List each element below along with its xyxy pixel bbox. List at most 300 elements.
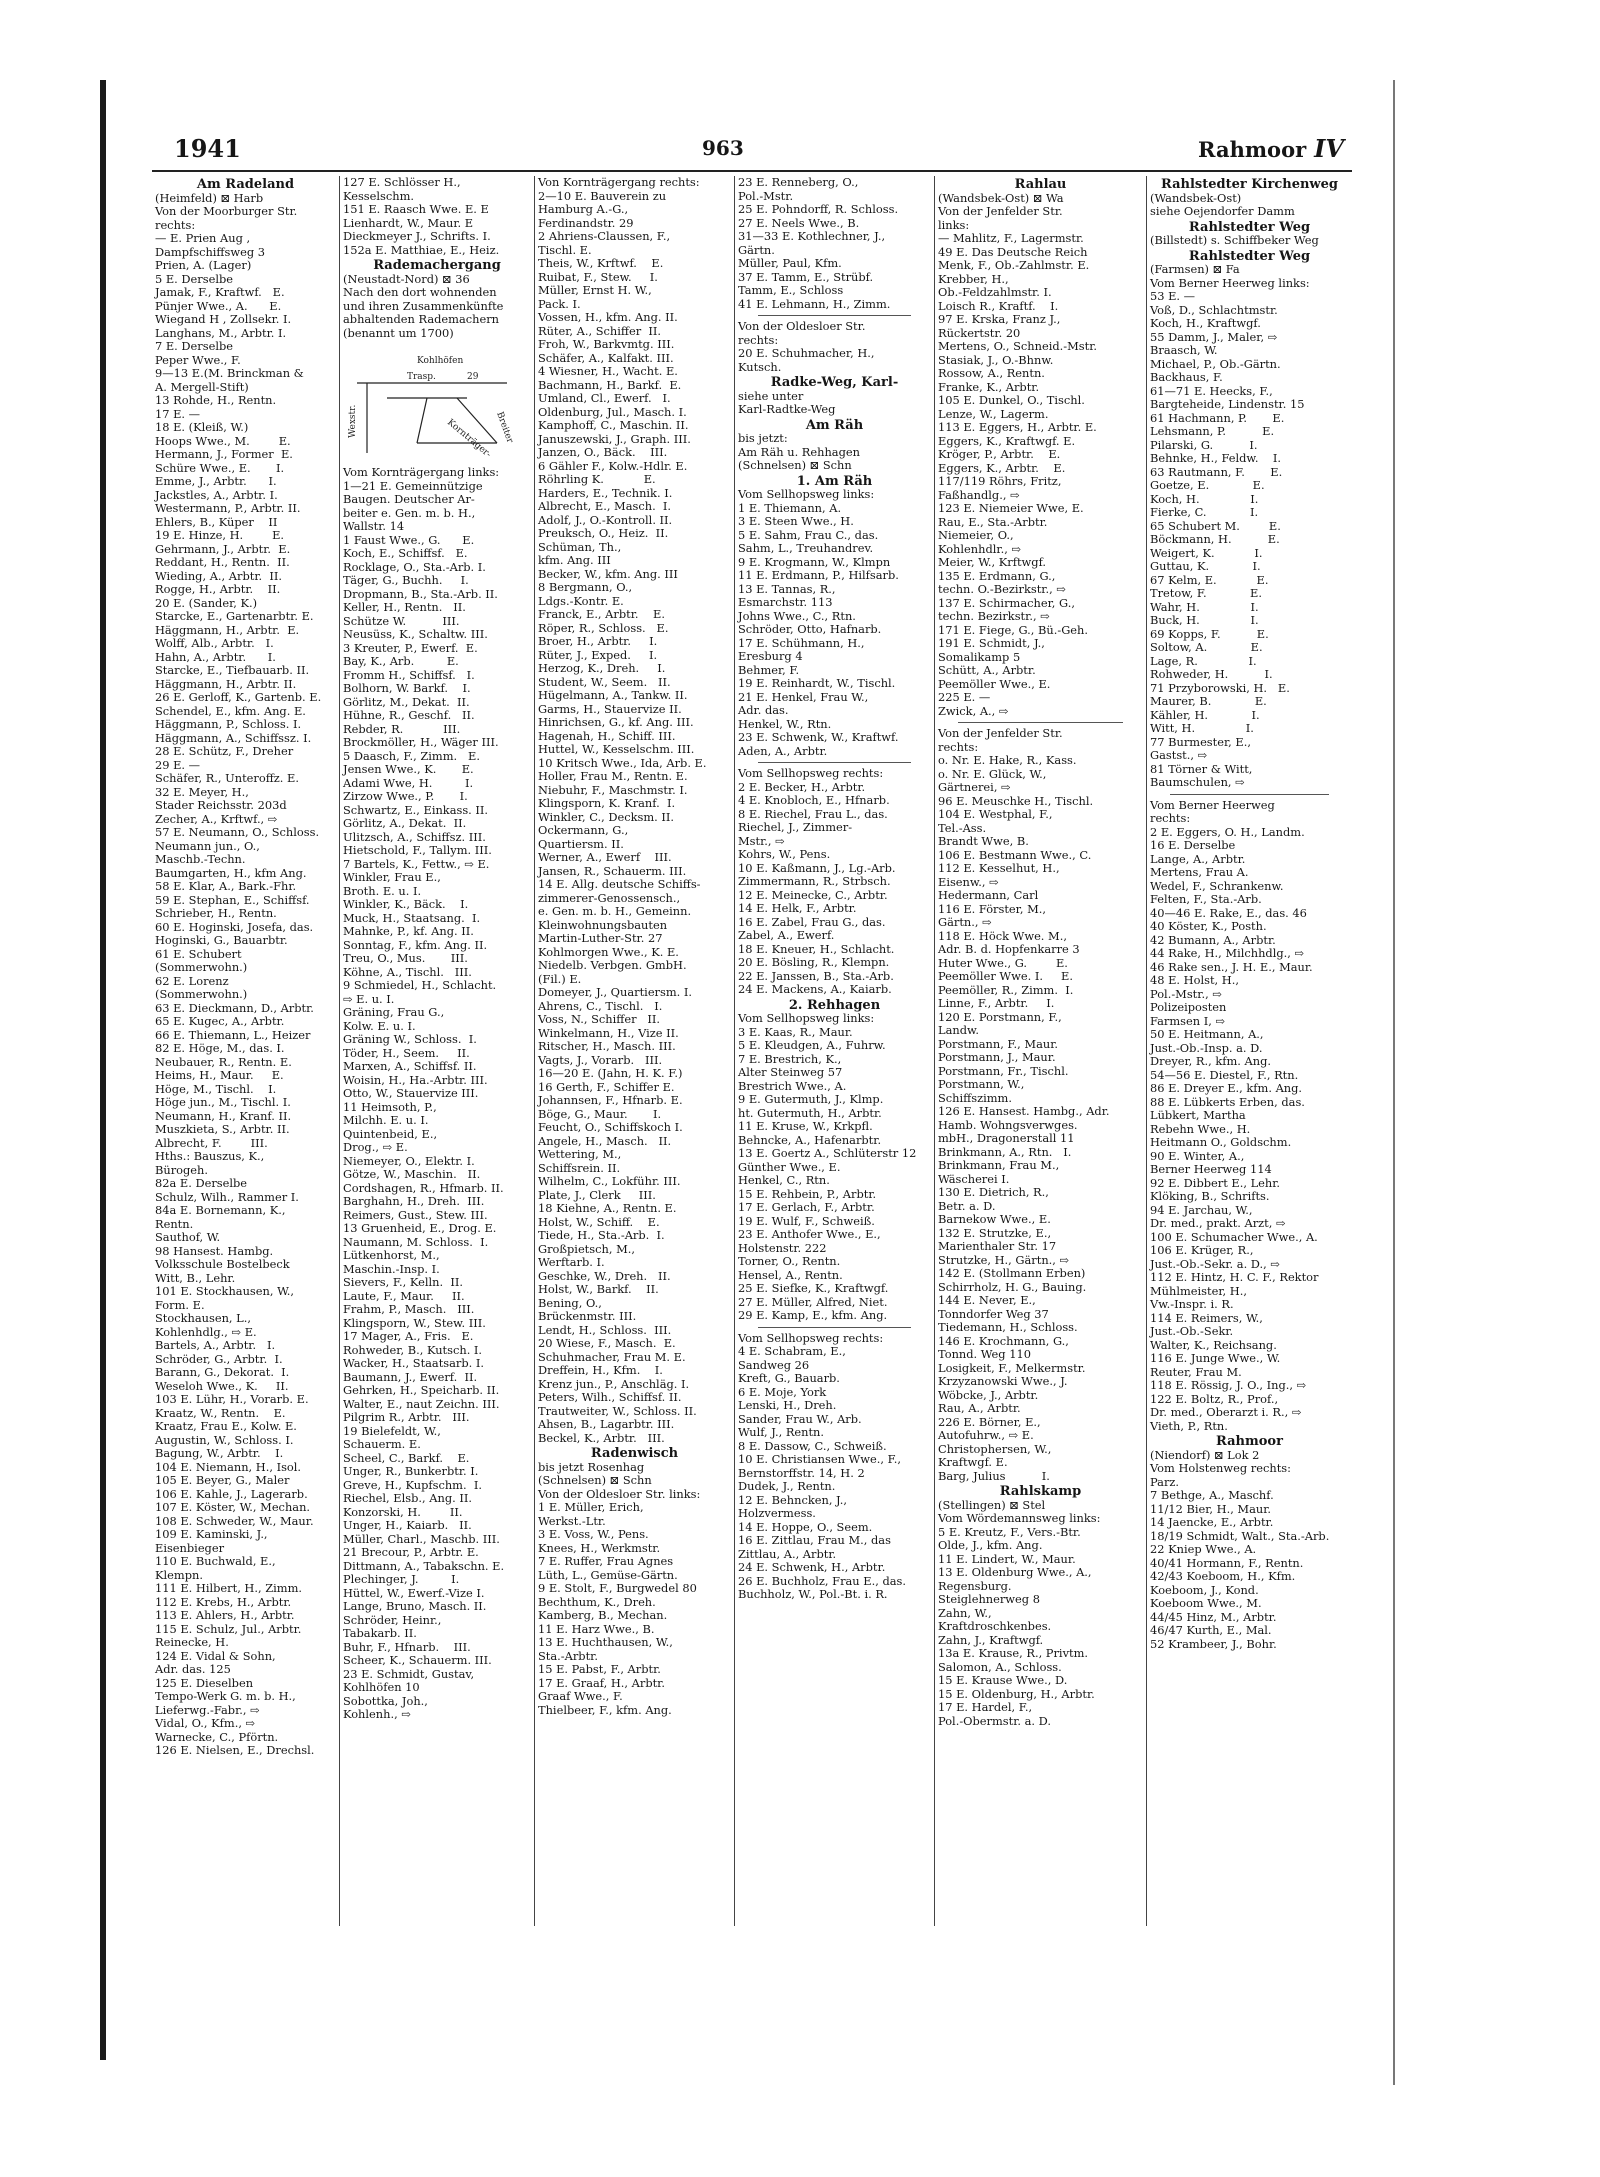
directory-entry: Plechinger, J. I. bbox=[343, 1572, 460, 1586]
directory-entry: Gärtn., ⇨ bbox=[938, 915, 992, 929]
directory-entry: Soltow, A. E. bbox=[1150, 640, 1263, 654]
directory-entry: Niebuhr, F., Maschmstr. I. bbox=[538, 782, 688, 797]
directory-entry: Kleinwohnungsbauten bbox=[538, 917, 668, 932]
street-heading: Rademachergang bbox=[373, 258, 501, 273]
directory-entry: Hügelmann, A., Tankw. II. bbox=[538, 688, 688, 702]
directory-entry: 32 E. Meyer, H., bbox=[155, 784, 249, 799]
directory-entry: Vw.-Inspr. i. R. bbox=[1150, 1297, 1234, 1311]
column-5 bbox=[935, 176, 1147, 1926]
directory-entry: Dittmann, A., Tabakschn. E. bbox=[343, 1558, 505, 1573]
directory-entry: Kolw. E. u. I. bbox=[343, 1018, 416, 1033]
directory-entry: mbH., Dragonerstall 11 bbox=[938, 1131, 1075, 1145]
directory-entry: 2 E. Eggers, O. H., Landm. bbox=[1150, 824, 1305, 839]
directory-entry: (Fil.) E. bbox=[538, 971, 582, 986]
directory-entry: 11/12 Bier, H., Maur. bbox=[1150, 1501, 1272, 1516]
directory-entry: 94 E. Jarchau, W., bbox=[1150, 1202, 1253, 1217]
directory-entry: 63 Rautmann, F. E. bbox=[1150, 464, 1283, 479]
directory-entry: 31—33 E. Kothlechner, J., bbox=[738, 229, 886, 243]
directory-entry: Buhr, F., Hfnarb. III. bbox=[343, 1639, 471, 1654]
directory-entry: Meier, W., Krftwgf. bbox=[938, 555, 1047, 569]
directory-entry: 122 E. Boltz, R., Prof., bbox=[1150, 1391, 1279, 1406]
column-6 bbox=[1147, 176, 1352, 1926]
directory-entry: Brandt Wwe, B. bbox=[938, 834, 1029, 848]
directory-entry: Werner, A., Ewerf III. bbox=[538, 850, 672, 864]
svg-text:Trasp.: Trasp. bbox=[407, 372, 436, 382]
directory-entry: 8 E. Dassow, C., Schweiß. bbox=[738, 1438, 887, 1453]
directory-entry: Neusüss, K., Schaltw. III. bbox=[343, 627, 488, 641]
directory-entry: Von der Jenfelder Str. bbox=[938, 204, 1063, 218]
directory-entry: Sander, Frau W., Arb. bbox=[738, 1411, 862, 1426]
directory-entry: Niedelb. Verbgen. GmbH. bbox=[538, 958, 687, 972]
directory-entry: 137 E. Schirmacher, G., bbox=[938, 595, 1075, 610]
directory-entry: Tamm, E., Schloss bbox=[738, 283, 844, 297]
directory-entry: 82a E. Derselbe bbox=[155, 1176, 248, 1190]
directory-entry: 7 E. Ruffer, Frau Agnes bbox=[538, 1554, 674, 1568]
directory-entry: Stockhausen, L., bbox=[155, 1311, 251, 1325]
directory-entry: Von der Jenfelder Str. bbox=[938, 726, 1063, 740]
directory-entry: 15 E. Rehbein, P., Arbtr. bbox=[738, 1186, 877, 1201]
directory-entry: Hietschold, F., Tallym. III. bbox=[343, 843, 492, 857]
directory-entry: Wieding, A., Arbtr. II. bbox=[155, 568, 282, 583]
directory-entry: 100 E. Schumacher Wwe., A. bbox=[1150, 1229, 1318, 1244]
directory-entry: 21 Brecour, P., Arbtr. E. bbox=[343, 1545, 479, 1559]
directory-entry: Losigkeit, F., Melkermstr. bbox=[938, 1360, 1086, 1375]
directory-entry: Von der Moorburger Str. bbox=[155, 204, 298, 218]
directory-entry: Walter, E., naut Zeichn. III. bbox=[343, 1396, 500, 1411]
directory-entry: 126 E. Hansest. Hambg., Adr. bbox=[938, 1104, 1110, 1118]
directory-entry: Schauerm. E. bbox=[343, 1437, 421, 1451]
directory-entry: Kohrs, W., Pens. bbox=[738, 847, 831, 861]
directory-entry: Ob.-Feldzahlmstr. I. bbox=[938, 285, 1052, 299]
directory-entry: Klöking, B., Schrifts. bbox=[1150, 1189, 1270, 1203]
directory-entry: Thielbeer, F., kfm. Ang. bbox=[538, 1702, 672, 1717]
directory-entry: 10 E. Christiansen Wwe., F., bbox=[738, 1452, 901, 1466]
directory-entry: Jansen, R., Schauerm. III. bbox=[538, 863, 687, 878]
directory-entry: Winkler, Frau E., bbox=[343, 870, 441, 884]
directory-entry: 130 E. Dietrich, R., bbox=[938, 1185, 1049, 1199]
directory-entry: Winkelmann, H., Vize II. bbox=[538, 1025, 679, 1040]
directory-entry: 26 E. Buchholz, Frau E., das. bbox=[738, 1573, 906, 1588]
directory-entry: 23 E. Schmidt, Gustav, bbox=[343, 1666, 475, 1681]
directory-entry: Dropmann, B., Sta.-Arb. II. bbox=[343, 586, 498, 601]
directory-entry: 22 E. Janssen, B., Sta.-Arb. bbox=[738, 968, 894, 983]
directory-entry: Goetze, E. E. bbox=[1150, 478, 1265, 492]
directory-entry: Tonndorfer Weg 37 bbox=[938, 1306, 1049, 1321]
directory-entry: (Billstedt) s. Schiffbeker Weg bbox=[1150, 233, 1319, 247]
directory-entry: 40 Köster, K., Posth. bbox=[1150, 919, 1267, 933]
directory-entry: 97 E. Krska, Franz J., bbox=[938, 312, 1061, 326]
directory-entry: 10 E. Kaßmann, J., Lg.-Arb. bbox=[738, 860, 896, 875]
directory-entry: links: bbox=[938, 217, 970, 232]
directory-entry: 116 E. Junge Wwe., W. bbox=[1150, 1351, 1281, 1365]
directory-entry: Häggmann, H., Arbtr. E. bbox=[155, 622, 300, 637]
svg-text:Breiter: Breiter bbox=[494, 410, 515, 445]
directory-entry: Wahr, H. I. bbox=[1150, 599, 1259, 614]
directory-entry: 24 E. Schwenk, H., Arbtr. bbox=[738, 1560, 886, 1574]
directory-entry: Mertens, Frau A. bbox=[1150, 865, 1249, 879]
directory-entry: Röper, R., Schloss. E. bbox=[538, 620, 669, 635]
directory-entry: 171 E. Fiege, G., Bü.-Geh. bbox=[938, 622, 1089, 637]
directory-entry: Pol.-Mstr. bbox=[738, 188, 794, 203]
street-heading: 2. Rehhagen bbox=[788, 997, 881, 1013]
street-heading: Rahlstedter Weg bbox=[1188, 219, 1311, 235]
directory-entry: Umland, Cl., Ewerf. I. bbox=[538, 391, 671, 405]
directory-entry: 9 E. Stolt, F., Burgwedel 80 bbox=[538, 1581, 697, 1595]
directory-entry: Koch, H. I. bbox=[1150, 491, 1259, 506]
columns bbox=[152, 176, 1352, 1926]
directory-entry: rechts: bbox=[738, 332, 779, 347]
directory-entry: (Wandsbek-Ost) bbox=[1150, 190, 1242, 205]
directory-entry: 116 E. Förster, M., bbox=[938, 901, 1047, 916]
directory-entry: Muck, H., Staatsang. I. bbox=[343, 910, 481, 925]
directory-entry: 20 E. Schuhmacher, H., bbox=[738, 346, 875, 360]
directory-entry: 14 E. Hoppe, O., Seem. bbox=[738, 1519, 873, 1534]
directory-entry: 20 E. Bösling, R., Klempn. bbox=[738, 955, 890, 969]
directory-entry: 120 E. Porstmann, F., bbox=[938, 1009, 1062, 1024]
street-heading: Radke-Weg, Karl- bbox=[770, 375, 899, 390]
street-heading: Am Radeland bbox=[196, 177, 295, 192]
directory-entry: Treu, O., Mus. III. bbox=[343, 951, 468, 965]
directory-entry: Schulz, Wilh., Rammer I. bbox=[155, 1189, 299, 1204]
directory-entry: Knees, H., Werkmstr. bbox=[538, 1540, 661, 1555]
directory-entry: Adami Wwe, H. I. bbox=[343, 775, 474, 790]
directory-entry: Holstenstr. 222 bbox=[738, 1240, 827, 1255]
svg-text:Wexstr.: Wexstr. bbox=[348, 404, 358, 438]
directory-entry: Tischl. E. bbox=[538, 242, 592, 257]
directory-entry: — Mahlitz, F., Lagermstr. bbox=[938, 231, 1084, 245]
directory-entry: 13 Gruenheid, E., Drog. E. bbox=[343, 1221, 497, 1235]
directory-entry: Görlitz, A., Dekat. II. bbox=[343, 816, 467, 830]
directory-entry: Barg, Julius I. bbox=[938, 1468, 1050, 1483]
directory-entry: 108 E. Schweder, W., Maur. bbox=[155, 1513, 314, 1528]
directory-entry: Wiegand H , Zollsekr. I. bbox=[155, 312, 292, 326]
directory-entry: Zittlau, A., Arbtr. bbox=[738, 1546, 837, 1561]
directory-entry: Theis, W., Krftwf. E. bbox=[538, 256, 664, 270]
directory-entry: Faßhandlg., ⇨ bbox=[938, 487, 1020, 502]
directory-entry: 6 Gähler F., Kolw.-Hdlr. E. bbox=[538, 458, 688, 473]
directory-entry: Lange, A., Arbtr. bbox=[1150, 851, 1246, 866]
directory-entry: Michael, P., Ob.-Gärtn. bbox=[1150, 356, 1281, 371]
directory-entry: 61—71 E. Heecks, F., bbox=[1150, 383, 1273, 398]
directory-entry: Henkel, W., Rtn. bbox=[738, 716, 832, 731]
directory-entry: 49 E. Das Deutsche Reich bbox=[938, 244, 1088, 259]
directory-entry: 3 Kreuter, P., Ewerf. E. bbox=[343, 640, 478, 655]
directory-entry: Rüter, J., Exped. I. bbox=[538, 647, 658, 662]
directory-entry: Gärtnerei, ⇨ bbox=[938, 780, 1011, 794]
directory-entry: Wacker, H., Staatsarb. I. bbox=[343, 1356, 485, 1370]
directory-entry: Kraftdroschkenbes. bbox=[938, 1619, 1052, 1633]
directory-entry: 24 E. Mackens, A., Kaiarb. bbox=[738, 982, 892, 996]
directory-entry: Pilarski, G. I. bbox=[1150, 437, 1258, 452]
directory-entry: Peemöller Wwe. I. E. bbox=[938, 969, 1073, 983]
directory-entry: Hagenah, H., Schiff. III. bbox=[538, 728, 676, 743]
directory-entry: Preuksch, O., Heiz. II. bbox=[538, 526, 669, 540]
directory-page bbox=[152, 130, 1352, 1930]
header-rule bbox=[152, 170, 1352, 172]
directory-entry: Konzorski, H. II. bbox=[343, 1504, 463, 1519]
directory-entry: 57 E. Neumann, O., Schloss. bbox=[155, 825, 320, 839]
directory-entry: Schiffsrein. II. bbox=[538, 1160, 621, 1175]
directory-entry: Kohlhöfen 10 bbox=[343, 1680, 420, 1694]
directory-entry: Salomon, A., Schloss. bbox=[938, 1659, 1062, 1674]
directory-entry: Form. E. bbox=[155, 1297, 205, 1312]
directory-entry: Lüth, L., Gemüse-Gärtn. bbox=[538, 1567, 678, 1582]
directory-entry: Porstmann, Fr., Tischl. bbox=[938, 1063, 1069, 1078]
directory-entry: Braasch, W. bbox=[1150, 343, 1218, 357]
directory-entry: Tabakarb. II. bbox=[343, 1626, 417, 1640]
directory-entry: Adr. das. bbox=[738, 703, 789, 717]
directory-entry: Cordshagen, R., Hfmarb. II. bbox=[343, 1180, 504, 1195]
directory-entry: Unger, H., Kaiarb. II. bbox=[343, 1518, 472, 1532]
directory-entry: Eresburg 4 bbox=[738, 649, 803, 663]
directory-entry: Tiede, H., Sta.-Arb. I. bbox=[538, 1228, 665, 1242]
directory-entry: Ehlers, B., Küper II bbox=[155, 514, 278, 529]
directory-entry: Hahn, A., Arbtr. I. bbox=[155, 649, 276, 664]
directory-entry: Sobottka, Joh., bbox=[343, 1693, 428, 1708]
directory-entry: Alter Steinweg 57 bbox=[738, 1065, 843, 1079]
directory-entry: Baumgarten, H., kfm Ang. bbox=[155, 865, 307, 880]
directory-entry: 2 Ahriens-Claussen, F., bbox=[538, 229, 671, 243]
directory-entry: Stasiak, J., O.-Bhnw. bbox=[938, 352, 1054, 367]
directory-entry: (benannt um 1700) bbox=[343, 325, 454, 340]
directory-entry: 18 E. (Kleiß, W.) bbox=[155, 420, 249, 434]
binding-edge bbox=[100, 80, 106, 2060]
directory-entry: Lange, Bruno, Masch. II. bbox=[343, 1599, 487, 1613]
directory-entry: 23 E. Renneberg, O., bbox=[738, 176, 859, 189]
directory-entry: Nach den dort wohnenden bbox=[343, 285, 497, 299]
directory-entry: 3 E. Kaas, R., Maur. bbox=[738, 1024, 853, 1039]
directory-entry: (Heimfeld) ⊠ Harb bbox=[155, 190, 264, 205]
directory-entry: 7 E. Brestrich, K., bbox=[738, 1051, 842, 1066]
directory-entry: Guttau, K. I. bbox=[1150, 559, 1261, 573]
directory-entry: Schäfer, A., Kalfakt. III. bbox=[538, 350, 674, 365]
directory-entry: 226 E. Börner, E., bbox=[938, 1414, 1041, 1429]
directory-entry: 112 E. Krebs, H., Arbtr. bbox=[155, 1594, 292, 1609]
directory-entry: 117/119 Röhrs, Fritz, bbox=[938, 474, 1062, 488]
directory-entry: Rückertstr. 20 bbox=[938, 325, 1021, 340]
directory-entry: Drog., ⇨ E. bbox=[343, 1140, 408, 1154]
directory-entry: Zirzow Wwe., P. I. bbox=[343, 789, 468, 803]
directory-entry: Schröder, Heinr., bbox=[343, 1612, 442, 1627]
directory-entry: Heims, H., Maur. E. bbox=[155, 1068, 284, 1082]
directory-entry: Bechthum, K., Dreh. bbox=[538, 1594, 656, 1609]
directory-entry: 14 E. Allg. deutsche Schiffs- bbox=[538, 877, 701, 891]
directory-entry: Von der Oldesloer Str. bbox=[738, 319, 866, 333]
directory-entry: Großpietsch, M., bbox=[538, 1241, 635, 1256]
directory-entry: Feucht, O., Schiffskoch I. bbox=[538, 1120, 683, 1134]
directory-entry: Westermann, P., Arbtr. II. bbox=[155, 501, 301, 515]
directory-entry: Rocklage, O., Sta.-Arb. I. bbox=[343, 559, 486, 574]
directory-entry: Vom Sellhopsweg rechts: bbox=[738, 1330, 884, 1345]
directory-entry: 15 E. Oldenburg, H., Arbtr. bbox=[938, 1686, 1095, 1701]
directory-entry: 58 E. Klar, A., Bark.-Fhr. bbox=[155, 879, 297, 893]
directory-entry: 114 E. Reimers, W., bbox=[1150, 1310, 1263, 1325]
directory-entry: Graaf Wwe., F. bbox=[538, 1689, 623, 1703]
directory-entry: 1 Faust Wwe., G. E. bbox=[343, 532, 475, 547]
directory-entry: 1—21 E. Gemeinnützige bbox=[343, 478, 483, 493]
street-heading: Rahmoor bbox=[1216, 1434, 1283, 1449]
directory-entry: Sandweg 26 bbox=[738, 1357, 810, 1372]
street-heading: Rahlstedter Kirchenweg bbox=[1161, 177, 1338, 192]
directory-entry: Angele, H., Masch. II. bbox=[538, 1133, 672, 1148]
directory-entry: Kraftwgf. E. bbox=[938, 1455, 1008, 1469]
directory-entry: Gehrmann, J., Arbtr. E. bbox=[155, 541, 291, 556]
directory-entry: Strutzke, H., Gärtn., ⇨ bbox=[938, 1252, 1070, 1267]
column-3 bbox=[535, 176, 735, 1926]
directory-entry: Parz. bbox=[1150, 1474, 1180, 1489]
directory-entry: Milchh. E. u. I. bbox=[343, 1113, 429, 1127]
directory-entry: Kraatz, W., Rentn. E. bbox=[155, 1405, 286, 1420]
directory-entry: Lienhardt, W., Maur. E bbox=[343, 215, 474, 230]
directory-entry: 135 E. Erdmann, G., bbox=[938, 568, 1056, 583]
directory-entry: Fierke, C. I. bbox=[1150, 505, 1259, 519]
directory-entry: Pol.-Obermstr. a. D. bbox=[938, 1713, 1052, 1728]
street-heading: Radenwisch bbox=[590, 1446, 679, 1461]
street-heading: Rahlau bbox=[1014, 177, 1067, 192]
header-section-roman: IV bbox=[1314, 134, 1344, 163]
directory-entry: Bargteheide, Lindenstr. 15 bbox=[1150, 397, 1305, 411]
directory-entry: Kreft, G., Bauarb. bbox=[738, 1371, 840, 1385]
directory-entry: Geschke, W., Dreh. II. bbox=[538, 1268, 671, 1283]
directory-entry: 6 E. Moje, York bbox=[738, 1384, 827, 1399]
directory-entry: Pack. I. bbox=[538, 296, 581, 311]
directory-entry: siehe Oejendorfer Damm bbox=[1150, 204, 1295, 218]
directory-entry: Herzog, K., Dreh. I. bbox=[538, 661, 666, 675]
directory-entry: 13a E. Krause, R., Privtm. bbox=[938, 1646, 1088, 1660]
directory-entry: 106 E. Kahle, J., Lagerarb. bbox=[155, 1486, 308, 1501]
directory-entry: Vidal, O., Kfm., ⇨ bbox=[155, 1716, 256, 1730]
directory-entry: Weseloh Wwe., K. II. bbox=[155, 1378, 289, 1393]
directory-entry: 17 E. Gerlach, F., Arbtr. bbox=[738, 1200, 875, 1214]
directory-entry: Johannsen, F., Hfnarb. E. bbox=[538, 1093, 683, 1107]
street-heading: Rahlstedter Weg bbox=[1188, 248, 1311, 264]
directory-entry: Lieferwg.-Fabr., ⇨ bbox=[155, 1702, 260, 1717]
directory-entry: Bay, K., Arb. E. bbox=[343, 654, 459, 668]
directory-entry: Emme, J., Arbtr. I. bbox=[155, 474, 277, 488]
directory-entry: 69 Kopps, F. E. bbox=[1150, 626, 1269, 641]
directory-entry: Höge, M., Tischl. I. bbox=[155, 1081, 277, 1096]
directory-entry: Christophersen, W., bbox=[938, 1441, 1052, 1456]
directory-entry: Köhne, A., Tischl. III. bbox=[343, 964, 472, 979]
directory-entry: 7 Bethge, A., Maschf. bbox=[1150, 1488, 1274, 1502]
directory-entry: Vieth, P., Rtn. bbox=[1150, 1418, 1228, 1433]
directory-entry: 54—56 E. Diestel, F., Rtn. bbox=[1150, 1067, 1299, 1082]
directory-entry: Hühne, R., Geschf. II. bbox=[343, 708, 475, 722]
directory-entry: — E. Prien Aug , bbox=[155, 231, 251, 245]
directory-entry: 109 E. Kaminski, J., bbox=[155, 1527, 268, 1541]
directory-entry: 5 E. Kleudgen, A., Fuhrw. bbox=[738, 1038, 886, 1052]
directory-entry: Garms, H., Stauervize II. bbox=[538, 701, 682, 716]
directory-entry: 67 Kelm, E. E. bbox=[1150, 572, 1269, 587]
directory-entry: 105 E. Dunkel, O., Tischl. bbox=[938, 393, 1085, 407]
directory-entry: 3 E. Voss, W., Pens. bbox=[538, 1527, 649, 1541]
directory-entry: Kutsch. bbox=[738, 359, 782, 374]
directory-entry: 29 E. — bbox=[155, 757, 201, 772]
directory-entry: Starcke, E., Gartenarbtr. E. bbox=[155, 609, 314, 623]
directory-entry: 53 E. — bbox=[1150, 289, 1196, 303]
directory-entry: Ockermann, G., bbox=[538, 823, 629, 837]
directory-entry: Eisenbieger bbox=[155, 1540, 225, 1555]
directory-entry: 20 Wiese, F., Masch. E. bbox=[538, 1336, 676, 1350]
directory-entry: Hermann, J., Former E. bbox=[155, 447, 293, 461]
directory-entry: Buck, H. I. bbox=[1150, 613, 1259, 627]
directory-entry: 81 Törner & Witt, bbox=[1150, 761, 1253, 776]
directory-entry: 17 E. Schühmann, H., bbox=[738, 635, 865, 650]
directory-entry: bis jetzt Rosenhag bbox=[538, 1459, 645, 1474]
directory-entry: Behmer, F. bbox=[738, 662, 800, 677]
directory-entry: Rentn. bbox=[155, 1216, 194, 1231]
directory-entry: 110 E. Buchwald, E., bbox=[155, 1554, 276, 1568]
directory-entry: 66 E. Thiemann, L., Heizer bbox=[155, 1027, 311, 1042]
directory-entry: Landw. bbox=[938, 1023, 980, 1037]
directory-entry: Krzyzanowski Wwe., J. bbox=[938, 1374, 1068, 1388]
directory-entry: Augustin, W., Schloss. I. bbox=[155, 1432, 294, 1447]
directory-entry: Kohlmorgen Wwe., K. E. bbox=[538, 944, 679, 959]
directory-entry: Buchholz, W., Pol.-Bt. i. R. bbox=[738, 1587, 888, 1601]
section-divider bbox=[958, 722, 1123, 723]
directory-entry: Walter, K., Reichsang. bbox=[1150, 1337, 1277, 1352]
directory-entry: Schiffszimm. bbox=[938, 1090, 1012, 1105]
directory-entry: (Stellingen) ⊠ Stel bbox=[938, 1497, 1046, 1512]
directory-entry: Dreyer, R., kfm. Ang. bbox=[1150, 1054, 1272, 1068]
column-2 bbox=[340, 176, 535, 1926]
directory-entry: Adr. das. 125 bbox=[155, 1662, 231, 1676]
svg-text:29: 29 bbox=[467, 372, 479, 382]
directory-entry: Winkler, K., Bäck. I. bbox=[343, 897, 469, 911]
directory-entry: Holst, W., Barkf. II. bbox=[538, 1282, 659, 1296]
directory-entry: 126 E. Nielsen, E., Drechsl. bbox=[155, 1743, 315, 1757]
running-header bbox=[152, 130, 1352, 164]
directory-entry: Hamb. Wohngsverwges. bbox=[938, 1117, 1078, 1132]
directory-entry: Naumann, M. Schloss. I. bbox=[343, 1234, 489, 1249]
directory-entry: Mahnke, P., kf. Ang. II. bbox=[343, 924, 474, 938]
directory-entry: Becker, W., kfm. Ang. III bbox=[538, 566, 678, 581]
directory-entry: Just.-Ob.-Sekr. bbox=[1150, 1324, 1234, 1338]
directory-entry: Adr. B. d. Hopfenkarre 3 bbox=[938, 942, 1080, 956]
directory-entry: Steiglehnerweg 8 bbox=[938, 1592, 1040, 1606]
directory-entry: Witt, H. I. bbox=[1150, 721, 1254, 735]
directory-entry: rechts: bbox=[1150, 811, 1191, 825]
directory-entry: Sauthof, W. bbox=[155, 1230, 221, 1244]
header-street bbox=[1198, 134, 1344, 163]
directory-entry: 142 E. (Stollmann Erben) bbox=[938, 1266, 1086, 1280]
directory-entry: 11 Heimsoth, P., bbox=[343, 1099, 437, 1114]
directory-entry: Mühlmeister, H., bbox=[1150, 1283, 1247, 1298]
directory-entry: 3 E. Steen Wwe., H. bbox=[738, 514, 854, 528]
directory-entry: Vom Kornträgergang links: bbox=[343, 465, 500, 479]
directory-entry: Jamak, F., Kraftwf. E. bbox=[155, 285, 285, 299]
directory-entry: Brückenmstr. III. bbox=[538, 1309, 637, 1323]
directory-entry: 5 E. Derselbe bbox=[155, 271, 234, 286]
directory-entry: 17 E. Hardel, F., bbox=[938, 1700, 1033, 1714]
directory-entry: Kohlenhdlr., ⇨ bbox=[938, 541, 1021, 556]
directory-entry: Häggmann, H., Arbtr. II. bbox=[155, 676, 297, 691]
directory-entry: Jackstles, A., Arbtr. I. bbox=[155, 487, 278, 502]
directory-entry: 113 E. Eggers, H., Arbtr. E. bbox=[938, 420, 1097, 434]
directory-entry: Pünjer Wwe., A. E. bbox=[155, 298, 282, 313]
directory-entry: 46/47 Kurth, E., Mal. bbox=[1150, 1623, 1272, 1637]
directory-entry: Schüre Wwe., E. I. bbox=[155, 460, 285, 475]
directory-entry: Prien, A. (Lager) bbox=[155, 258, 252, 272]
directory-entry: Schüman, Th., bbox=[538, 539, 622, 554]
directory-entry: Rau, E., Sta.-Arbtr. bbox=[938, 514, 1048, 529]
directory-entry: 4 Wiesner, H., Wacht. E. bbox=[538, 364, 678, 378]
directory-entry: Somalikamp 5 bbox=[938, 649, 1021, 664]
directory-entry: Zahn, J., Kraftwgf. bbox=[938, 1632, 1044, 1647]
directory-entry: 25 E. Siefke, K., Kraftwgf. bbox=[738, 1281, 889, 1295]
directory-entry: Henkel, C., Rtn. bbox=[738, 1173, 830, 1187]
directory-entry: Woisin, H., Ha.-Arbtr. III. bbox=[343, 1072, 488, 1087]
